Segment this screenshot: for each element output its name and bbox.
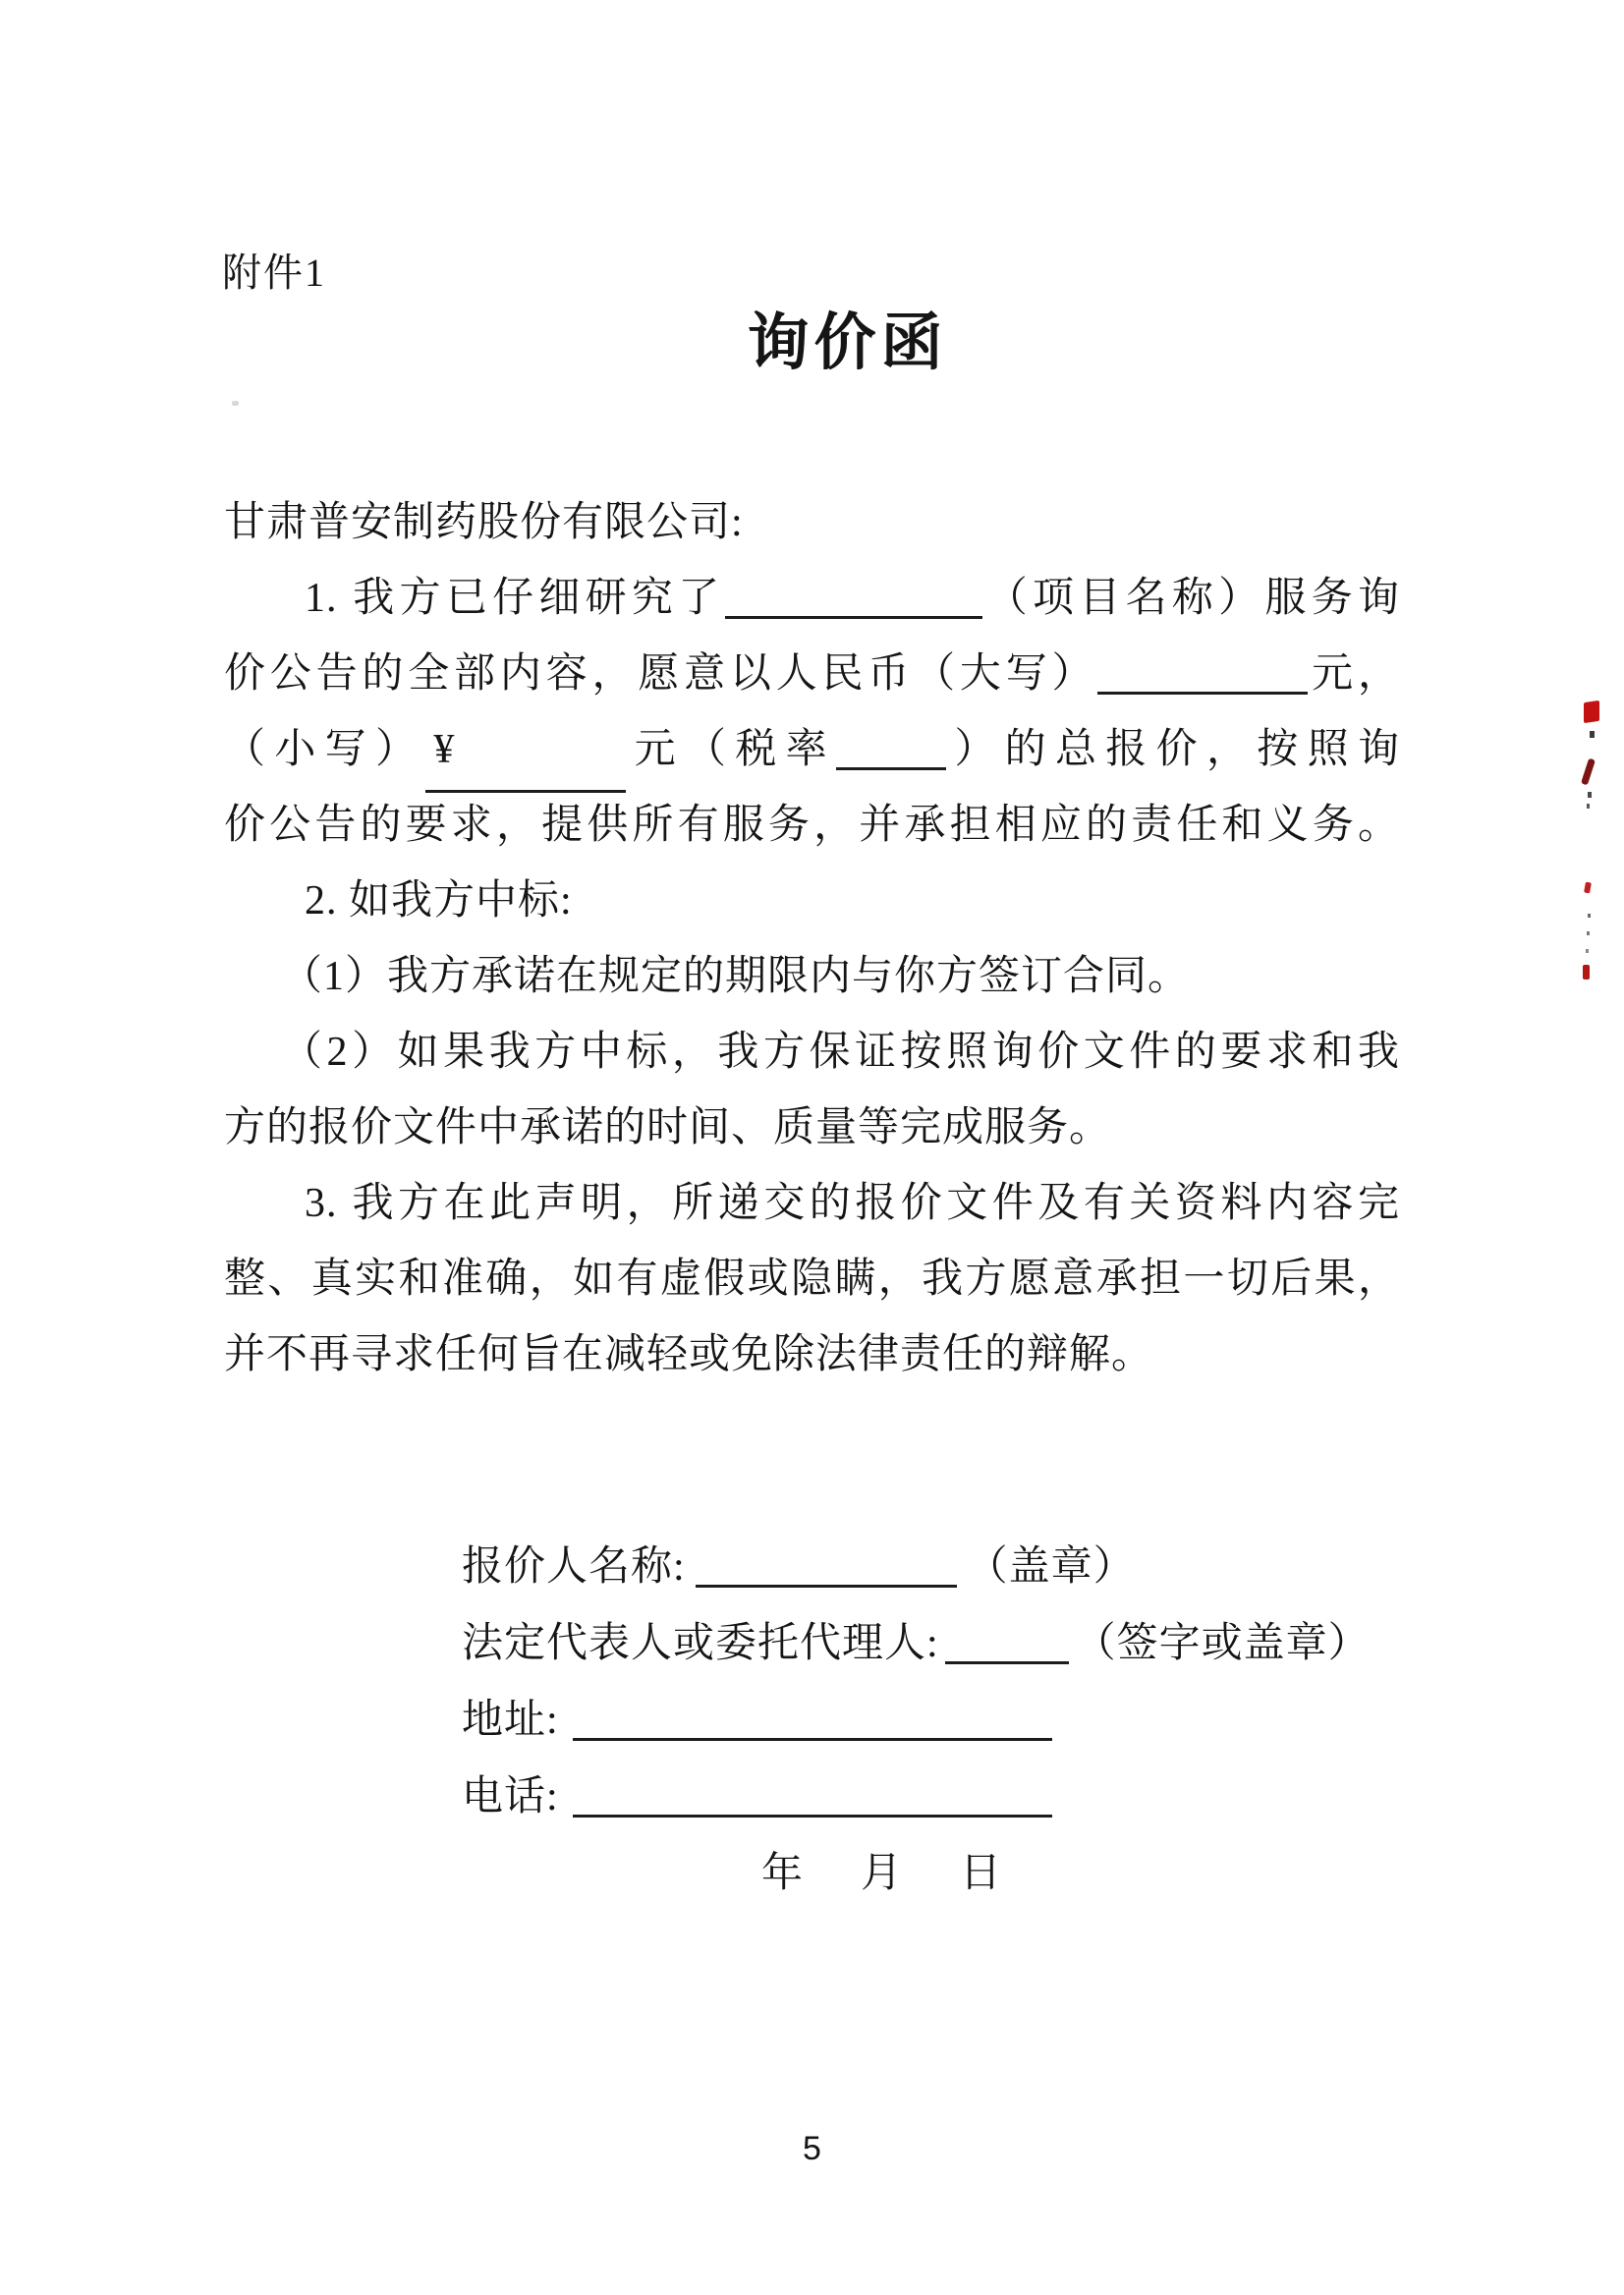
p1-l2-text: 价公告的全部内容，愿意以人民币（大写） [224,651,1098,697]
phone-row [462,1759,1405,1835]
salutation: 甘肃普安制药股份有限公司: [224,500,744,545]
paragraph-1-line-3 [224,712,1400,788]
p1-l3-text-c: ）的总报价，按照询 [945,727,1400,772]
paragraph-3-line-3: 并不再寻求任何旨在减轻或免除法律责任的辩解。 [224,1332,1154,1377]
tax-rate-blank [836,728,946,770]
paragraph-3-line-2: 整、真实和准确，如有虚假或隐瞒，我方愿意承担一切后果， [224,1257,1400,1302]
paragraph-2-item-1: （1）我方承诺在规定的期限内与你方签订合同。 [281,954,1191,999]
attachment-label: 附件1 [222,251,326,295]
address-label: 地址: [462,1698,559,1743]
amount-lower-blank [425,712,626,793]
scan-artifact-red-speck [1583,965,1590,980]
amount-capital-blank [1097,652,1308,695]
sign-or-seal-note: （签字或盖章） [1074,1621,1371,1666]
p1-l3-text-a: （小写） [224,727,426,772]
project-name-blank [725,577,982,619]
bidder-name-label: 报价人名称: [462,1544,686,1590]
paragraph-1-line-4: 价公告的要求，提供所有服务，并承担相应的责任和义务。 [224,803,1400,848]
bidder-name-row [462,1529,1405,1605]
legal-representative-blank [945,1622,1069,1664]
amount-lower-space [455,731,620,770]
scan-artifact-speck [1587,931,1590,935]
paragraph-2-item-2-line-2: 方的报价文件中承诺的时间、质量等完成服务。 [224,1105,1112,1150]
p1-l1-suffix: （项目名称）服务询 [981,576,1400,621]
scan-artifact-red-slash [1581,758,1596,786]
legal-representative-row [462,1605,1405,1682]
p1-l1-text: 1. 我方已仔细研究了 [305,576,725,621]
signature-block [462,1529,1405,1912]
page-number: 5 [803,2130,821,2167]
phone-label: 电话: [462,1774,559,1819]
seal-note: （盖章） [966,1544,1136,1590]
paragraph-2-item-2-line-1: （2）如果我方中标，我方保证按照询价文件的要求和我 [281,1030,1400,1075]
document-title: 询价函 [747,308,948,377]
document-body [224,485,1400,1393]
scan-artifact-faint-dot [232,401,239,406]
scan-artifact-speck [1586,949,1589,953]
paragraph-3-line-1: 3. 我方在此声明，所递交的报价文件及有关资料内容完 [305,1181,1400,1226]
p1-l2-suffix: 元， [1308,651,1400,697]
scan-artifact-red-mark [1584,700,1599,723]
legal-representative-label: 法定代表人或委托代理人: [462,1621,939,1666]
p1-l3-text-b: 元（税率 [626,727,836,772]
date-year-label: 年 [761,1851,805,1896]
scan-artifact-speck [1588,914,1591,918]
yen-sign: ¥ [433,727,456,772]
scan-artifact-speck [1590,731,1595,738]
scan-artifact-speck [1587,804,1590,809]
address-blank [573,1699,1052,1741]
scan-artifact-speck [1588,792,1592,798]
date-row [462,1835,1405,1912]
scan-artifact-red-speck [1584,882,1592,894]
date-day-label: 日 [960,1851,1003,1896]
paragraph-1-line-2 [224,637,1400,712]
paragraph-1-line-1 [224,561,1400,637]
phone-blank [573,1775,1052,1818]
date-month-label: 月 [861,1851,904,1896]
bidder-name-blank [696,1545,957,1588]
paragraph-2-heading: 2. 如我方中标: [305,878,573,924]
address-row [462,1682,1405,1759]
